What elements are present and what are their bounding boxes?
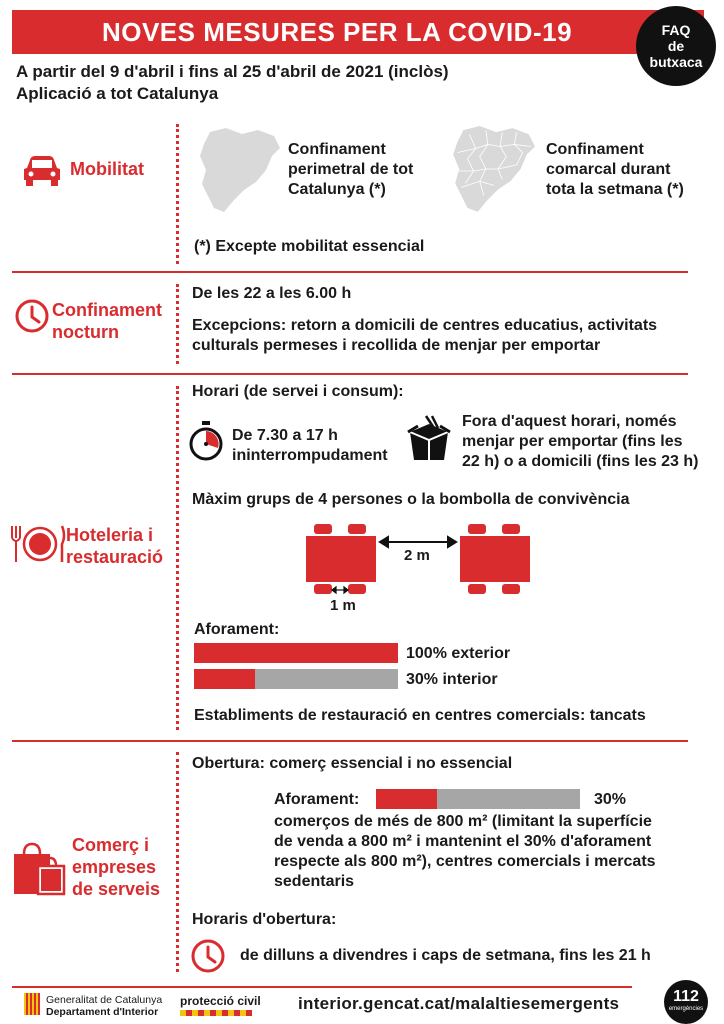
mobilitat-comarcal-line1: Confinament — [546, 141, 644, 158]
section-label-nocturn — [52, 299, 162, 343]
scope: Aplicació a tot Catalunya — [16, 84, 219, 103]
capacity-interior-fill — [194, 669, 255, 689]
table-left — [306, 524, 376, 594]
mobilitat-perimetral-text — [288, 140, 413, 200]
emergency-sub: emergències — [668, 1006, 704, 1012]
emergency-112-badge — [664, 980, 708, 1024]
divider-vertical — [176, 124, 179, 264]
gencat-line2: Departament d'Interior — [46, 1006, 159, 1018]
capacity-interior-label: 30% interior — [406, 671, 498, 688]
comerc-hours-title: Horaris d'obertura: — [192, 911, 337, 928]
comerc-opening: Obertura: comerç essencial i no essencial — [192, 755, 513, 772]
comerc-hours-text: de dilluns a divendres i caps de setmana, fins les 21 h — [240, 947, 651, 964]
clock-icon — [14, 298, 50, 334]
footer-url[interactable]: interior.gencat.cat/malaltiesemergents — [298, 994, 620, 1013]
faq-badge-line2: de — [667, 38, 685, 54]
nocturn-hours: De les 22 a les 6.00 h — [192, 285, 352, 302]
section-label-nocturn-line1: Confinament — [52, 300, 162, 320]
comerc-capacity-fill — [376, 789, 437, 809]
date-range: A partir del 9 d'abril i fins al 25 d'abril de 2021 (inclòs) — [16, 62, 449, 81]
faq-badge-line3: butxaca — [649, 54, 703, 70]
faq-badge-line1: FAQ — [661, 22, 691, 38]
proteccio-civil-stripes-icon — [180, 1010, 252, 1016]
hoteleria-malls: Establiments de restauració en centres comercials: tancats — [194, 707, 646, 724]
section-label-nocturn-line2: nocturn — [52, 322, 119, 342]
capacity-exterior-label: 100% exterior — [406, 645, 511, 662]
distance-arrow-1m — [332, 587, 348, 593]
comerc-detail-line1: comerços de més de 800 m² (limitant la superfície — [274, 813, 652, 830]
capacity-interior-bar — [194, 669, 398, 689]
section-divider — [12, 740, 688, 742]
section-label-hoteleria-line2: restauració — [66, 547, 164, 567]
section-label-mobilitat: Mobilitat — [70, 159, 144, 179]
comerc-detail-line4: sedentaris — [274, 873, 355, 890]
gencat-logo-icon — [24, 993, 40, 1015]
hoteleria-takeaway-line3: 22 h) o a domicili (fins les 23 h) — [462, 453, 699, 470]
catalonia-comarques-map-icon — [448, 124, 538, 216]
hoteleria-capacity-title: Aforament: — [194, 621, 280, 638]
takeaway-box-icon — [402, 414, 456, 468]
section-label-hoteleria-line1: Hoteleria i — [66, 525, 154, 545]
shopping-bags-icon — [10, 840, 66, 896]
divider-vertical — [176, 284, 179, 364]
mobilitat-perimetral-line1: Confinament — [288, 141, 386, 158]
clock-icon — [190, 938, 226, 974]
faq-badge — [636, 6, 716, 86]
comerc-detail — [274, 812, 656, 892]
car-icon — [22, 154, 62, 188]
distance-chairs-label: 1 m — [330, 597, 356, 614]
comerc-capacity-label: 30% — [594, 791, 627, 808]
section-label-comerc — [72, 834, 160, 900]
comerc-capacity-bar — [376, 789, 580, 809]
emergency-number: 112 — [673, 988, 699, 1005]
mobilitat-note: (*) Excepte mobilitat essencial — [194, 238, 425, 255]
section-divider — [12, 373, 688, 375]
section-label-comerc-line3: de serveis — [72, 879, 161, 899]
capacity-exterior-bar — [194, 643, 398, 663]
distance-tables-label: 2 m — [404, 547, 430, 564]
comerc-detail-line3: respecte als 800 m²), centres comercials i mercats — [274, 853, 656, 870]
hoteleria-schedule-title: Horari (de servei i consum): — [192, 383, 404, 400]
section-label-comerc-line1: Comerç i — [72, 835, 150, 855]
mobilitat-comarcal-line3: tota la setmana (*) — [546, 181, 684, 198]
page-title: NOVES MESURES PER LA COVID-19 — [101, 17, 573, 47]
catalonia-map-icon — [196, 126, 282, 216]
gencat-line1: Generalitat de Catalunya — [46, 994, 163, 1006]
hoteleria-takeaway-line1: Fora d'aquest horari, només — [462, 413, 677, 430]
divider-vertical — [176, 752, 179, 972]
section-label-hoteleria — [66, 524, 163, 568]
nocturn-exceptions-line2: culturals permeses i recollida de menjar per emportar — [192, 337, 601, 354]
hoteleria-schedule — [232, 426, 388, 466]
gencat-logo-text — [46, 994, 162, 1018]
table-right — [460, 524, 530, 594]
hoteleria-schedule-line2: ininterrompudament — [232, 447, 388, 464]
mobilitat-comarcal-text — [546, 140, 684, 200]
capacity-exterior-fill — [194, 643, 398, 663]
hoteleria-takeaway — [462, 412, 699, 472]
comerc-capacity-title: Aforament: — [274, 791, 360, 808]
nocturn-exceptions — [192, 316, 657, 356]
nocturn-exceptions-line1: Excepcions: retorn a domicili de centres educatius, activitats — [192, 317, 658, 334]
section-label-comerc-line2: empreses — [72, 857, 157, 877]
divider-vertical — [176, 386, 179, 730]
footer-divider — [12, 986, 632, 988]
hoteleria-groups: Màxim grups de 4 persones o la bombolla de convivència — [192, 491, 630, 508]
proteccio-civil-logo: protecció civil — [180, 994, 261, 1008]
hoteleria-takeaway-line2: menjar per emportar (fins les — [462, 433, 683, 450]
mobilitat-perimetral-line2: perimetral de tot — [288, 161, 414, 178]
mobilitat-perimetral-line3: Catalunya (*) — [288, 181, 386, 198]
comerc-detail-line2: de venda a 800 m² i mantenint el 30% d'aforament — [274, 833, 652, 850]
section-divider — [12, 271, 688, 273]
hoteleria-schedule-line1: De 7.30 a 17 h — [232, 427, 338, 444]
plate-cutlery-icon — [8, 524, 66, 564]
mobilitat-comarcal-line2: comarcal durant — [546, 161, 671, 178]
timer-icon — [188, 420, 224, 462]
